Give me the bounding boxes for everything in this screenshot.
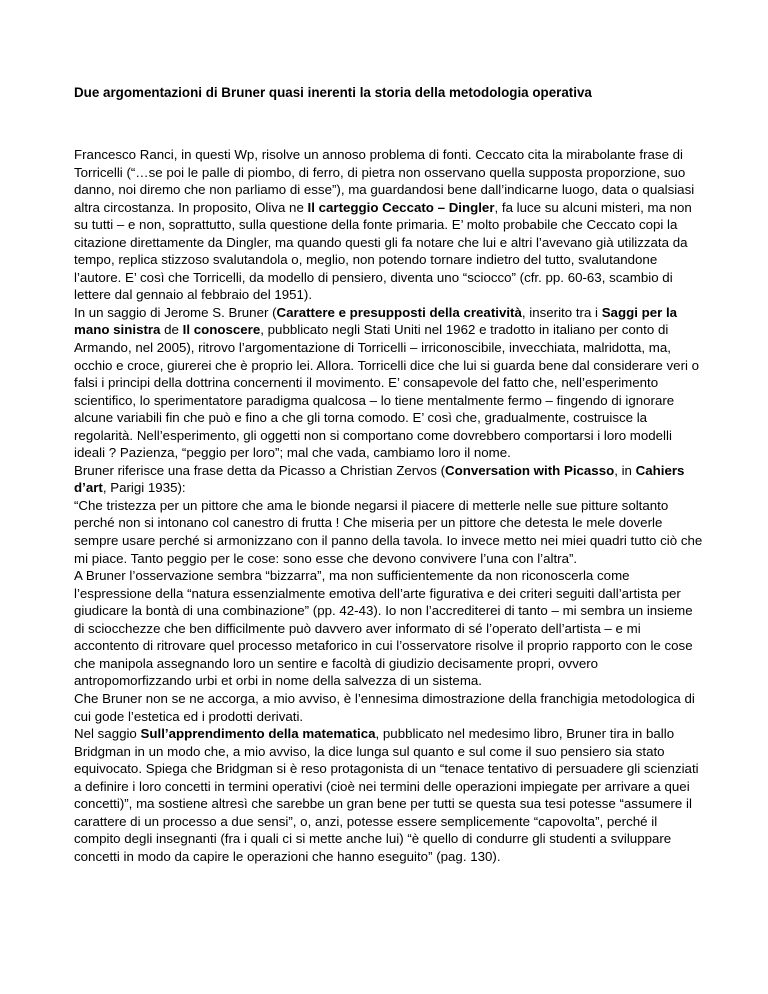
text-run: , pubblicato negli Stati Uniti nel 1962 e tradotto in italiano per conto di Armando, nel 2005), ritrovo l’argomentazione di Torricelli – irriconoscibile, invecchiata, malridotta, ma, occhio e croce, giurerei che è proprio lei. Allora. Torricelli dice che lui si guarda bene dal considerare veri o falsi i principi della dottrina concernenti il movimento. E’ consapevole del fatto che, nell’esperimento scientifico, lo sperimentatore paradigma qualcosa – lo tiene mentalmente fermo – fingendo di ignorare alcune variabili fin che può e fino a che gli torna comodo. E’ così che, gradualmente, costruisce la regolarità. Nell’esperimento, gli oggetti non si comportano come dovrebbero comportarsi i loro modelli ideali ? Pazienza, “peggio per loro”; mal che vada, cambiamo loro il nome. <box>74 322 700 461</box>
text-run: , fa luce su alcuni misteri, ma non su tutti – e non, soprattutto, sulla questione della fonte primaria. E’ molto probabile che Ceccato copi la citazione direttamente da Dingler, ma quando questi gli fa notare che lui e altri l’avevano già utilizzata da tempo, replica stizzoso svalutandola o, meglio, non potendo tornare indietro del tutto, svalutandone l’autore. E’ così che Torricelli, da modello di pensiero, diventa uno “sciocco” (cfr. pp. 60-63, scambio di lettere dal gennaio al febbraio del 1951). <box>74 199 692 303</box>
bold-reference: Sull’apprendimento della matematica <box>140 726 376 742</box>
paragraph <box>74 725 706 865</box>
paragraph <box>74 146 706 304</box>
text-run: , inserito tra i <box>521 304 602 320</box>
text-run: Che Bruner non se ne accorga, a mio avviso, è l’ennesima dimostrazione della franchigia metodologica di cui gode l’estetica ed i prodotti derivati. <box>74 690 695 724</box>
paragraph <box>74 690 706 725</box>
text-run: “Che tristezza per un pittore che ama le bionde negarsi il piacere di metterle nelle sue pitture soltanto perché non si intonano col canestro di frutta ! Che miseria per un pittore che detesta le mele doverle sempre usare perché si armonizzano con il panno della tavola. Io invece metto nei miei quadri tutto ciò che mi piace. Tanto peggio per le cose: sono esse che devono convivere l’una con l’altra”. <box>74 497 703 566</box>
document-title: Due argomentazioni di Bruner quasi inerenti la storia della metodologia operativa <box>74 85 592 100</box>
text-run: A Bruner l’osservazione sembra “bizzarra”, ma non sufficientemente da non riconoscerla come l’espressione della “natura essenzialmente emotiva dell’arte figurativa e dei criteri seguiti dall’artista per giudicare la bontà di una combinazione” (pp. 42-43). Io non l’accrediterei di tanto – mi sembra un insieme di sciocchezze che ben difficilmente può davvero aver informato di sé l’operato dell’artista – e mi accontento di ritrovare quel processo metaforico in cui l’osservatore risolve il proprio rapporto con le cose che manipola assegnando loro un sentire e facoltà di giudizio decisamente propri, ovvero antropomorfizzando urbi et orbi in nome della salvezza di un sistema. <box>74 568 693 689</box>
text-run: , Parigi 1935): <box>102 480 186 496</box>
bold-reference: Il carteggio Ceccato – Dingler <box>307 199 495 215</box>
bold-reference: Il conoscere <box>182 322 261 338</box>
document-body <box>74 146 706 865</box>
text-run: Bruner riferisce una frase detta da Picasso a Christian Zervos ( <box>74 462 445 478</box>
text-run: Francesco Ranci, in questi Wp, risolve un annoso problema di fonti. Ceccato cita la mirabolante frase di Torricelli (“…se poi le palle di piombo, di ferro, di pietra non osservano quella supposta proporzione, suo danno, noi diremo che non parliamo di esse”), ma guardandosi bene dall’indicarne luogo, data o qualsiasi altra circostanza. In proposito, Oliva ne <box>74 147 695 215</box>
text-run: In un saggio di Jerome S. Bruner ( <box>74 304 277 320</box>
text-run: Nel saggio <box>74 726 141 742</box>
paragraph <box>74 567 706 690</box>
paragraph <box>74 462 706 497</box>
text-run: , in <box>614 462 636 478</box>
text-run: de <box>160 322 183 338</box>
paragraph <box>74 497 706 567</box>
bold-reference: Cahiers d’art <box>74 462 685 496</box>
bold-reference: Saggi per la mano sinistra <box>74 304 678 338</box>
bold-reference: Carattere e presupposti della creatività <box>276 304 522 320</box>
paragraph <box>74 304 706 462</box>
text-run: , pubblicato nel medesimo libro, Bruner tira in ballo Bridgman in un modo che, a mio avviso, la dice lunga sul quanto e sul come il suo pensiero sia stato equivocato. Spiega che Bridgman si è reso protagonista di un “tenace tentativo di persuadere gli scienziati a definire i loro concetti in termini operativi (cioè nei termini delle operazioni impiegate per arrivare a quei concetti)”, ma sostiene altresì che sarebbe un gran bene per tutti se questa sua tesi potesse “assumere il carattere di un processo a due sensi”, o, anzi, potesse essere semplicemente “capovolta”, perché il compito degli insegnanti (fra i quali ci si mette anche lui) “è quello di condurre gli studenti a sviluppare concetti in modo da capire le operazioni che hanno eseguito” (pag. 130). <box>74 726 699 864</box>
bold-reference: Conversation with Picasso <box>445 462 615 478</box>
